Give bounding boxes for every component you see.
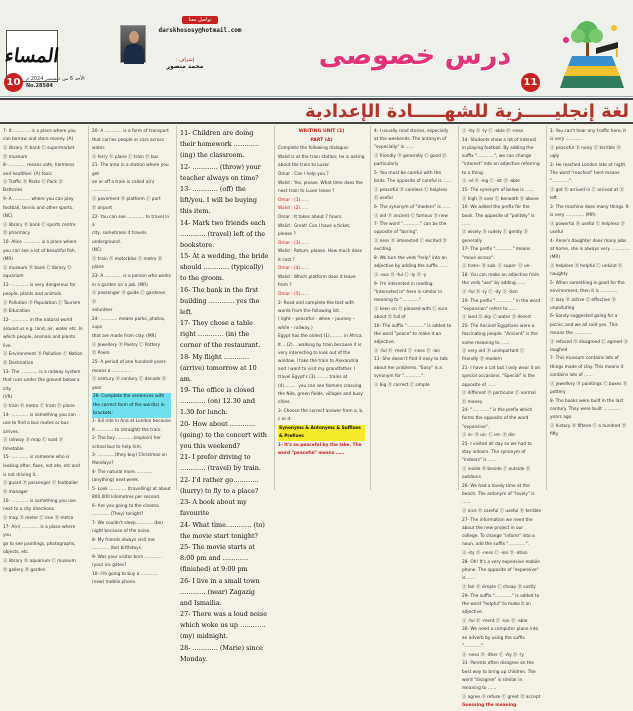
- text-line: 5- When something is good for the environment, then it is …………: [550, 280, 625, 294]
- text-line: 20- How about ………… (going) to the concert with you this weekend?: [180, 419, 267, 450]
- text-line: 12- ………… (throw) your teacher always on time?: [180, 162, 261, 182]
- contact-email[interactable]: darskhososy@hotmail.com: [158, 27, 242, 34]
- text-line: 4- Anne's daughter does many jobs at home, she is always very …………. (MR): [550, 238, 630, 261]
- text-line: volunteer: [92, 308, 113, 314]
- text-line: Ⓐ -ful Ⓑ -ment Ⓒ -ness Ⓓ -ion: [374, 348, 441, 354]
- text-line: Omar : Can I help you ?: [278, 172, 329, 178]
- text-line: Ⓐ pavement Ⓑ platform Ⓒ port: [92, 197, 161, 203]
- text-line: Ⓐ big Ⓑ correct Ⓒ simple: [374, 382, 430, 388]
- contact-bar: [120, 6, 280, 34]
- text-line: 4- The natural more………… (anything) next week.: [92, 470, 153, 484]
- text-line: 23- A ………… is a person who works: [92, 273, 172, 279]
- text-line: 9- I'm interested in reading. "Interested in" here is similar in meaning to "…………".: [374, 281, 443, 304]
- text-line: Synonyms & Antonyms & Suffixes & Prefixes: [278, 425, 365, 441]
- text-line: 2- Read and complete the text with words from the following list.: [278, 300, 355, 314]
- text-line: 17- They chose a table right ………… (in) the corner of the restaurant.: [180, 319, 261, 349]
- text-line: 20- The Ancient Egyptians were a fascinating people. "Ancient" is the same meaning to ……: [462, 324, 538, 346]
- text-line: 16- ………… is something you use: [3, 498, 76, 504]
- text-line: 21- The area in a station where you get: [92, 163, 169, 177]
- text-line: Ⓐ lazy Ⓑ active Ⓒ effective Ⓓ unpolluting: [550, 297, 616, 311]
- text-line: 14- Students show a lot of interest in playing football. By adding the suffix "…………", we can change "interest" into an adjective referring to a thing.: [462, 137, 540, 176]
- text-line: Walid : (2)……: [278, 206, 309, 212]
- text-line: 8- ………… means safe, harmless and healthier. (A) toxic: [3, 163, 75, 177]
- text-line: 14- Mark two friends each ………… (travel) left of the bookstore.: [180, 218, 266, 249]
- text-line: 15- ………… is someone who is: [3, 455, 70, 461]
- article-columns: [0, 126, 633, 709]
- supervisor: [150, 57, 220, 70]
- text-line: that are made from clay. (MR): [92, 333, 157, 339]
- text-line: Ⓐ friendly Ⓑ generally Ⓒ good Ⓓ particularly: [374, 154, 447, 168]
- text-line: Ⓐ ferry Ⓑ plane Ⓒ train Ⓓ bus: [92, 154, 159, 160]
- text-line: Ⓐ train Ⓑ motorbike Ⓒ metro Ⓓ plane: [92, 257, 162, 271]
- column-6: [458, 126, 544, 709]
- column-2: [88, 126, 174, 585]
- text-line: Guessing the meaning: [462, 703, 517, 709]
- text-line: 24- "…………" is the prefix which forms the opposite of the word "expansive".: [462, 408, 533, 430]
- text-line: Ⓐ -al Ⓑ -ing Ⓒ -ist Ⓓ -able: [462, 179, 520, 185]
- text-line: Ⓐ very old Ⓑ unimportant Ⓒ friendly Ⓓ modern: [462, 349, 525, 363]
- graduation-book-icon: [556, 18, 628, 90]
- text-line: Ⓐ land Ⓑ sky Ⓒ water Ⓓ desert: [462, 315, 532, 321]
- text-line: looking after, fixes, not ate, etc and: [3, 463, 80, 469]
- text-line: 11- ………… is very dangerous for: [3, 283, 76, 289]
- text-line: Ⓐ -ful Ⓑ -ly Ⓒ -ity Ⓓ -tion: [462, 289, 518, 295]
- text-line: Ⓐ -ity Ⓑ -ly Ⓒ -able Ⓓ -ness: [462, 129, 524, 134]
- text-line: Ⓐ railway Ⓑ map Ⓒ road Ⓓ timetable: [3, 438, 64, 452]
- text-line: Ⓐ near Ⓑ interested Ⓒ excited Ⓓ exciting: [374, 239, 447, 253]
- text-line: Omar : (4)……: [278, 266, 309, 272]
- text-line: 7- This museum contains lots of things made of clay. This means it contains lots of ……: [550, 356, 624, 378]
- text-line: Ⓐ jewellery Ⓑ paintings Ⓒ boxes Ⓓ pottery: [550, 381, 628, 395]
- page-header: [0, 0, 633, 97]
- text-line: 20- A ………… is a form of transport: [92, 129, 169, 134]
- text-line: 14- ………… is something you can: [3, 412, 76, 418]
- text-line: 19- The prefix "…………" in the word "expansion" refers to ……: [462, 298, 541, 312]
- text-line: Ⓐ fair Ⓑ simple Ⓒ cheap Ⓓ costly: [462, 584, 536, 590]
- text-line: is not driving it.: [3, 472, 37, 478]
- text-line: 13- The ………… is a railway system: [3, 369, 81, 375]
- text-line: 4- I usually read stories, especially at the weekends. The antonym of "especially" is ……: [374, 129, 449, 151]
- text-line: 10- Alice ………… is a place where: [3, 240, 77, 246]
- text-line: 26- Complete the sentences with the correct form of the word(s) in brackets:: [92, 393, 171, 418]
- text-line: Ⓓ manager: [3, 490, 28, 496]
- text-line: 3- The machine does many things. It is very …………. (MR): [550, 204, 629, 219]
- text-line: 6- The synonym of "modern" is ……: [374, 204, 451, 210]
- text-line: Ⓐ train Ⓑ metro Ⓒ tram Ⓓ plane: [3, 404, 75, 409]
- issue-date: الأحد 6 من ديسمبر 2024 م: [26, 76, 85, 82]
- text-line: 6- Are you going to the cinema ………… (They) tonight?: [92, 503, 159, 518]
- text-line: Ⓐ got Ⓑ arrived in Ⓒ arrived at Ⓓ left: [550, 187, 624, 202]
- text-line: Omar : (1)……: [278, 197, 309, 203]
- text-line: 10- I'm going to buy a ………… (new) mobile phone.: [92, 571, 158, 585]
- text-line: Ⓐ nice Ⓑ careful Ⓒ useful Ⓓ terrible: [462, 509, 541, 515]
- text-line: 15- At a wedding, the bride should ………… (typically) to the groom.: [180, 252, 269, 282]
- issue-number: No.28584: [26, 83, 53, 89]
- column-3: [176, 126, 272, 663]
- column-4: [274, 126, 368, 490]
- text-line: 7- It ………… is a place where you can borrow and store money. (A): [3, 129, 76, 143]
- text-line: Ⓐ keen on Ⓑ pleased with Ⓒ sure about Ⓓ full of: [374, 306, 448, 320]
- text-line: 22- You can see ………… to travel in a: [92, 214, 170, 228]
- text-line: 8- The books were built in the last century. They were built ………… years ago.: [550, 398, 624, 420]
- text-line: 6- Sandy suggested going for a picnic, and we all said yes. This means the …………: [550, 314, 618, 336]
- text-line: go to see paintings, photographs,: [3, 541, 76, 547]
- text-line: Walid : Great! Can I have a ticket, please ?: [278, 223, 351, 237]
- text-line: Ⓐ -ity Ⓑ -ness Ⓒ -ion Ⓓ -ation: [462, 551, 528, 557]
- text-line: Ⓐ powerful Ⓑ useful Ⓒ helpless Ⓓ useful: [550, 221, 625, 235]
- text-line: 25- A period of one hundred years: [92, 359, 166, 365]
- text-line: Ⓓ museum: [3, 154, 28, 160]
- text-line: Ⓐ Jewellery Ⓑ Poetry Ⓒ Pottery: [92, 342, 161, 348]
- text-line: 11- Children are doing their homework ………… (ing) the classroom.: [180, 129, 260, 159]
- text-line: Ⓐ library Ⓑ bank Ⓒ sports centre: [3, 222, 76, 228]
- text-line: Ⓐ trans- Ⓑ sub- Ⓒ super- Ⓓ un-: [462, 264, 531, 270]
- text-line: Omar : (5)……: [278, 291, 309, 297]
- text-line: Ⓐ guard Ⓑ passenger Ⓒ footballer: [3, 481, 79, 487]
- text-line: people, plants and animals.: [3, 291, 63, 297]
- text-line: Ⓐ helpless Ⓑ helpful Ⓒ unkind Ⓓ naughty: [550, 263, 623, 277]
- text-line: Ⓐ -ous Ⓑ -ful Ⓒ -ly Ⓓ -y: [374, 272, 427, 278]
- text-line: Ⓓ gallery Ⓑ garden: [3, 567, 46, 573]
- text-line: 28- ………… (Marie) since Monday.: [180, 643, 263, 663]
- page-title: درس خصوصى: [318, 40, 512, 71]
- text-line: 13- ………… (off) the lift/you. I will be buying this item.: [180, 185, 257, 215]
- text-line: 11- She doesn't find it easy to talk about her problems. "Easy" is a synonym for "…………".: [374, 357, 448, 379]
- text-line: (VR): [3, 395, 13, 401]
- text-line: Ⓐ peaceful Ⓑ noisy Ⓒ terrible Ⓓ ugly: [550, 145, 621, 160]
- text-line: use to find a bus routes or bus arrives.: [3, 421, 69, 435]
- text-line: 3- …………(they buy) Christmas on Mondays?: [92, 453, 167, 467]
- text-line: means a ………… .: [92, 368, 132, 374]
- column-5: [370, 126, 456, 490]
- text-line: aquarium: [3, 274, 24, 280]
- text-line: Ⓓ airport: [92, 205, 113, 211]
- text-line: Ⓓ pharmacy: [3, 231, 31, 237]
- text-line: that carries people or cars across water.: [92, 137, 164, 151]
- text-line: on or off a train is called a(n) ………… .: [92, 180, 155, 194]
- text-line: Ⓐ -ful Ⓑ -ment Ⓒ -ion Ⓓ -able: [462, 618, 528, 624]
- text-line: Ⓐ map Ⓑ meter Ⓒ iron Ⓓ metro: [3, 516, 74, 522]
- text-line: Omar : (3)……: [278, 240, 309, 246]
- text-line: 21- I prefer driving to ………… (travel) by train.: [180, 453, 261, 472]
- text-line: 24- What time………… (to) the movie start tonight?: [180, 520, 265, 540]
- text-line: 25- I visited all day so we had to stay indoors. The synonym of "indoors" is ……: [462, 442, 532, 464]
- text-line: 17- The prefix "…………" means "move across".: [462, 247, 531, 261]
- banner-title: لغة إنجليـــــزية للشهـــــادة الإعدادية: [304, 101, 629, 122]
- text-line: football, tennis and other sports. (NC): [3, 205, 74, 220]
- text-line: Ⓐ Traffic Ⓑ Parks Ⓒ Pack Ⓓ Batteries: [3, 180, 63, 194]
- text-line: 17- A(n) ………… is a place where you: [3, 524, 76, 539]
- text-line: 5- You must be careful with the birds. The opposite of careful is ……: [374, 171, 452, 185]
- text-line: Complete the following dialogue:: [278, 146, 350, 152]
- text-line: 16- The bank in the first building ………… yes the left.: [180, 285, 260, 316]
- text-line: Ⓐ passenger Ⓑ guide Ⓒ gardener Ⓓ: [92, 291, 166, 305]
- text-line: 18- You can make an adjective from the verb "use" by adding ……: [462, 272, 540, 287]
- text-line: 1- Sill ride in Ana at London because it ………… to (straight) the train.: [92, 419, 171, 433]
- text-line: Ⓐ inside Ⓑ beside Ⓒ outside Ⓓ outdoors: [462, 467, 531, 481]
- text-line: 8- We turn the verb "help" into an adjective by adding the suffix ……: [374, 256, 448, 270]
- text-line: Egypt has the oldest (1)……… in Africa. It …(2)… walking by train because it is very interesting to look out of the window. I take the train to Alexandria and I want to visit my grandfather. I travel Egypt's (3)……… trains at (4)……… you can see farmers crossing the Nile, green fields, villages and busy cities.: [278, 334, 363, 405]
- page-number-right: 11: [521, 73, 540, 92]
- text-line: objects, etc.: [3, 550, 30, 556]
- text-line: around us e.g. land, air, water etc. In: [3, 326, 83, 332]
- text-line: Ⓐ old Ⓑ ancient Ⓒ famous Ⓓ new: [374, 213, 449, 219]
- contact-label: تواصل معنا: [182, 16, 217, 24]
- text-line: Walid : Return, please. How much does it cost ?: [278, 249, 363, 263]
- text-line: Ⓐ museum Ⓑ bank Ⓒ library Ⓓ: [3, 265, 72, 271]
- text-line: which people, animals and plants live.: [3, 335, 75, 349]
- text-line: PART (A): [310, 137, 333, 143]
- text-line: (NC): [92, 248, 102, 254]
- text-line: 10- The suffix "…………" is added to the word "peace" to make it an adjective.: [374, 323, 452, 346]
- text-line: you can see a lot of beautiful fish. (MR): [3, 248, 77, 263]
- text-line: Ⓐ Pollution Ⓑ Population Ⓒ Tourism: [3, 300, 81, 306]
- text-line: city, sometimes it travels underground.: [92, 231, 147, 245]
- text-line: in a garden on a job. (MR): [92, 282, 148, 288]
- text-line: 29- The suffix "…………" is added to the word "helpful" to make it an adjective.: [462, 593, 540, 616]
- text-line: 1- You can't hear any traffic here, it is very …………: [550, 129, 627, 143]
- text-line: 12- ………… in the natural world: [3, 317, 73, 323]
- logo-text: المساء: [3, 45, 61, 67]
- text-line: Omar : It takes about 7 hours.: [278, 215, 343, 221]
- text-line: 28- Oh! It's a very expensive mobile phone. The opposite of "expensive" is ……: [462, 559, 540, 582]
- text-line: 22- I'd rather go………… (hurry) to fly to a place?: [180, 475, 259, 495]
- text-line: Ⓐ history Ⓑ fifteen Ⓒ a hundred Ⓓ fifty: [550, 423, 626, 437]
- text-line: 8- My friends always visit me ………… (be) birthdays.: [92, 537, 155, 551]
- text-line: 2- He reached London late at night. The word "reached" here means "…………".: [550, 162, 627, 185]
- text-line: 9- A ………… where you can play: [3, 197, 74, 203]
- text-line: Ⓓ Education: [3, 309, 31, 315]
- text-line: ( light – peaceful – when – journey – while – railway ): [278, 317, 355, 331]
- text-line: Walid : Which platform does it leave from ?: [278, 274, 356, 289]
- text-line: Ⓐ high Ⓑ over Ⓒ beneath Ⓓ above: [462, 196, 539, 202]
- text-line: 2- The boy …………(explain) her school bus to help him.: [92, 436, 161, 450]
- text-line: 24- ………… means parks, photos, cups: [92, 316, 166, 331]
- text-line: 19- The office is closed ………… (on) 12.30 and 1.30 for lunch.: [180, 386, 255, 416]
- text-line: Ⓐ library Ⓑ bank Ⓒ supermarket: [3, 145, 75, 151]
- text-line: 27- There was a loud noise which woke us up ………… (my) midnight.: [180, 610, 267, 640]
- text-line: 7- The word "…………" can be the opposite of "boring".: [374, 222, 447, 236]
- text-line: next to a city directions.: [3, 507, 56, 513]
- page-number-left: 10: [4, 73, 23, 92]
- text-line: 7- We couldn't sleep………… (be) night because of the noise.: [92, 520, 163, 535]
- text-line: Ⓓ Poem: [92, 351, 110, 357]
- text-line: 1- It's so peaceful by the lake. The word "peaceful" means ……: [278, 442, 362, 456]
- text-line: 30- We need a computer plane into an adverb by using the suffix "…………".: [462, 627, 539, 649]
- text-line: Ⓐ agree Ⓑ refuse Ⓒ greet Ⓓ accept: [462, 694, 541, 700]
- text-line: 16- We added the prefix for the book. The opposite of "politely" is ……: [462, 205, 535, 227]
- supervisor-name: محمد منصور: [166, 63, 204, 70]
- supervisor-label: إشراف :: [175, 57, 195, 63]
- text-line: Ⓐ in- Ⓑ un- Ⓒ im- Ⓓ dis-: [462, 433, 516, 439]
- text-line: Ⓐ wisely Ⓑ rudely Ⓒ gently Ⓓ generally: [462, 230, 528, 244]
- text-line: 18- My flight ………… (arrive) tomorrow at 10 am.: [180, 352, 257, 383]
- text-line: 9- Was your visitor born ………… (you) ice gates?: [92, 554, 162, 568]
- column-1: [0, 126, 86, 573]
- text-line: 26- I live in a small town ………… (near) Zagazig and Ismailia.: [180, 576, 260, 607]
- text-line: Ⓐ century Ⓑ century Ⓒ decade Ⓓ year: [92, 377, 167, 391]
- text-line: Ⓐ Environment Ⓑ Pollution Ⓒ Nation: [3, 352, 83, 358]
- text-line: 15- The synonym of below is ……: [462, 187, 534, 193]
- text-line: Ⓓ Destination: [3, 360, 34, 366]
- text-line: Ⓐ different Ⓑ particular Ⓒ normal Ⓓ money: [462, 391, 536, 405]
- text-line: Walid is at the train station; he is asking about the train to Luxor.: [278, 155, 365, 169]
- column-7: [546, 126, 633, 490]
- text-line: 27- The information we need the about the new project in our college. To change "inform" into a noun, add the suffix "…………".: [462, 517, 535, 548]
- text-line: Walid : Yes, please. What time does the next train to Luxor leave ?: [278, 180, 363, 194]
- text-line: Ⓐ -ness Ⓑ -ither Ⓒ -ity Ⓓ -ly: [462, 652, 524, 658]
- text-line: 25- The movie starts at 8:00 pm and ………… (finished) at 9:00 pm: [180, 543, 255, 573]
- text-line: 21- I have a cat but I only wear it on special occasions. "Special" is the opposite of ……: [462, 366, 541, 388]
- section-banner: [0, 98, 633, 124]
- text-line: Ⓐ refused Ⓑ disagreed Ⓒ agreed Ⓓ laughed: [550, 339, 628, 353]
- text-line: 5- Look ………… (travelling) at about 800,000 kilometres per second.: [92, 487, 171, 501]
- text-line: 26- We had a lovely time at the beach. The antonym of "lovely" is ……: [462, 484, 535, 506]
- text-line: Ⓐ library Ⓑ aquarium Ⓒ museum: [3, 559, 76, 565]
- text-line: that runs under the ground below a city.: [3, 378, 80, 392]
- text-line: 31- Parents often disagree on the best way to bring up children. The word "disagree" is similar in meaning to ……: [462, 661, 536, 691]
- text-line: 3- Choose the correct answer from a, b, c or d:: [278, 408, 364, 422]
- text-line: Ⓐ peaceful Ⓑ careless Ⓒ helpless Ⓓ useful: [374, 187, 448, 202]
- text-line: WRITING UNIT (1): [298, 129, 345, 134]
- text-line: 23- A book about my favourite: [180, 498, 247, 517]
